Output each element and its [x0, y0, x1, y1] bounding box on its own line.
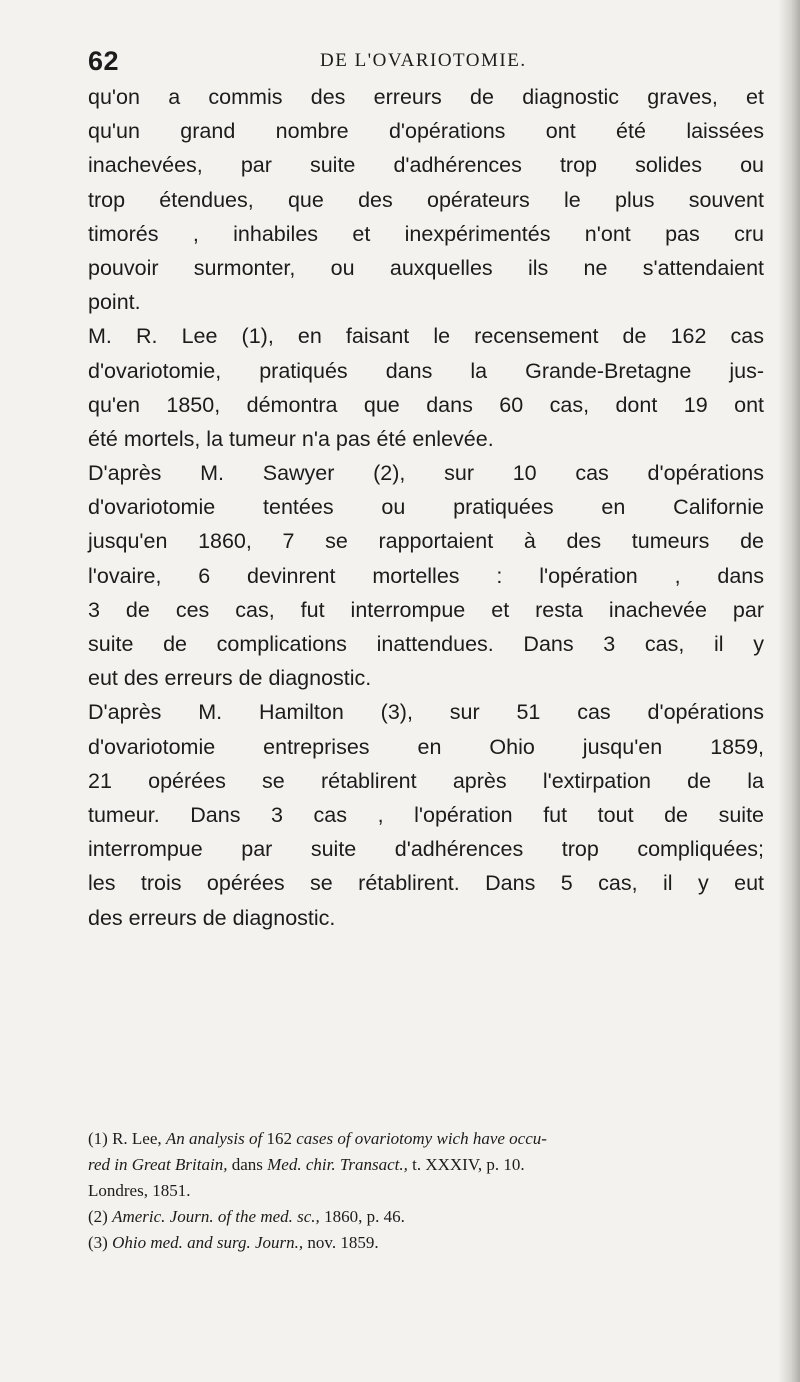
- text-line: les trois opérées se rétablirent. Dans 5 cas, il y eut: [88, 871, 764, 896]
- text-line: 3 de ces cas, fut interrompue et resta inachevée par: [88, 597, 764, 622]
- text-line: tumeur. Dans 3 cas , l'opération fut tout de suite: [88, 802, 764, 827]
- footnote-1-line-3: Londres, 1851.: [88, 1181, 191, 1200]
- text-line: D'après M. Hamilton (3), sur 51 cas d'opérations: [88, 700, 764, 725]
- text-line: point.: [88, 290, 141, 315]
- body-text: [88, 80, 764, 935]
- text-line: trop étendues, que des opérateurs le plus souvent: [88, 187, 764, 212]
- running-head: [88, 46, 728, 76]
- text-line: des erreurs de diagnostic.: [88, 905, 336, 930]
- page-edge-shadow: [778, 0, 800, 1382]
- text-line: eut des erreurs de diagnostic.: [88, 666, 372, 691]
- text-line: inachevées, par suite d'adhérences trop solides ou: [88, 153, 764, 178]
- text-line: d'ovariotomie, pratiqués dans la Grande-Bretagne jus-: [88, 358, 764, 383]
- footnote-1-line-1: (1) R. Lee, An analysis of 162 cases of ovariotomy wich have occu-: [88, 1129, 547, 1148]
- footnote-2: (2) Americ. Journ. of the med. sc., 1860, p. 46.: [88, 1207, 405, 1226]
- text-line: jusqu'en 1860, 7 se rapportaient à des tumeurs de: [88, 529, 764, 554]
- footnote-1-line-2: red in Great Britain, dans Med. chir. Transact., t. XXXIV, p. 10.: [88, 1155, 525, 1174]
- text-line: d'ovariotomie tentées ou pratiquées en Californie: [88, 495, 764, 520]
- text-line: M. R. Lee (1), en faisant le recensement de 162 cas: [88, 324, 764, 349]
- text-line: qu'on a commis des erreurs de diagnostic graves, et: [88, 85, 764, 109]
- page-number: 62: [88, 46, 120, 76]
- footnotes: [88, 1126, 764, 1256]
- text-line: 21 opérées se rétablirent après l'extirpation de la: [88, 768, 764, 793]
- text-line: D'après M. Sawyer (2), sur 10 cas d'opérations: [88, 461, 764, 486]
- text-line: suite de complications inattendues. Dans 3 cas, il y: [88, 632, 764, 656]
- running-title: DE L'OVARIOTOMIE.: [320, 50, 527, 71]
- text-line: qu'en 1850, démontra que dans 60 cas, dont 19 ont: [88, 392, 764, 417]
- text-line: interrompue par suite d'adhérences trop compliquées;: [88, 837, 764, 862]
- footnote-3: (3) Ohio med. and surg. Journ., nov. 1859.: [88, 1233, 379, 1252]
- text-line: timorés , inhabiles et inexpérimentés n'ont pas cru: [88, 221, 764, 246]
- text-line: l'ovaire, 6 devinrent mortelles : l'opération , dans: [88, 563, 764, 588]
- text-line: été mortels, la tumeur n'a pas été enlevée.: [88, 426, 494, 451]
- text-line: pouvoir surmonter, ou auxquelles ils ne s'attendaient: [88, 255, 764, 280]
- text-line: qu'un grand nombre d'opérations ont été laissées: [88, 119, 764, 144]
- text-line: d'ovariotomie entreprises en Ohio jusqu'en 1859,: [88, 734, 764, 759]
